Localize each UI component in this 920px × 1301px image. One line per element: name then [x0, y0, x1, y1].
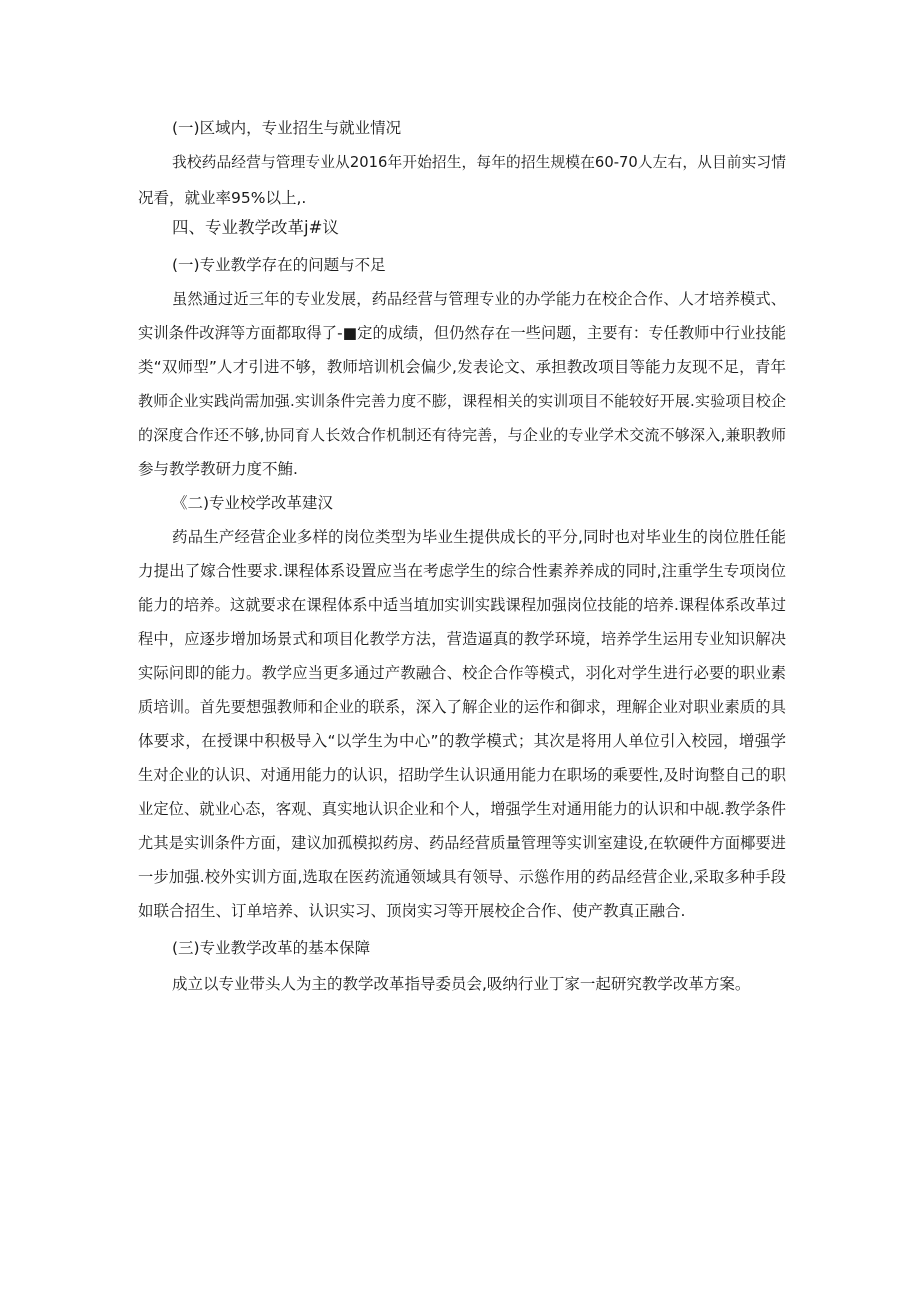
- paragraph-line: 教师企业实践尚需加强.实训条件完善力度不膨，课程相关的实训项目不能较好开展.实验项目校企: [138, 392, 786, 410]
- paragraph-line: 参与教学教研力度不鮪.: [138, 460, 298, 478]
- paragraph-line: 实训条件改湃等方面都取得了-■定的成绩，但仍然存在一些问题，主要有：专任教师中行业技能: [138, 324, 786, 342]
- paragraph-line: 的深度合作还不够,协同育人长效合作机制还有待完善，与企业的专业学术交流不够深入,兼职教师: [138, 426, 786, 444]
- paragraph-line: 我校药品经营与管理专业从2016年开始招生，每年的招生规模在60-70人左右，从目前实习情: [172, 154, 786, 171]
- paragraph-line: 实际问即的能力。教学应当更多通过产教融合、校企合作等模式，羽化对学生进行必要的职业素: [138, 664, 786, 682]
- paragraph-line: 力提出了嫁合性要求.课程体系设置应当在考虑学生的综合性素养养成的同时,注重学生专项岗位: [138, 562, 786, 580]
- paragraph-line: 成立以专业带头人为主的教学改革指导委员会,吸纳行业丁家一起研究教学改革方案。: [172, 975, 751, 993]
- paragraph-line: 如联合招生、订单培养、认识实习、顶岗实习等开展校企合作、使产教真正融合.: [138, 902, 686, 920]
- section-heading: (一)区域内，专业招生与就业情况: [172, 119, 402, 137]
- paragraph-line: 程中，应逐步增加场景式和项目化教学方法，营造逼真的教学环境，培养学生运用专业知识解决: [138, 630, 786, 648]
- paragraph-line: 生对企业的认识、对通用能力的认识，招助学生认识通用能力在职场的乘要性,及时询整自己的职: [138, 766, 786, 784]
- paragraph-line: 一步加强.校外实训方面,选取在医药流通领域具有领导、示慫作用的药品经营企业,采取多种手段: [138, 868, 786, 886]
- paragraph-line: 类“双师型”人才引进不够，教师培训机会偏少,发表论文、承担教改项目等能力友现不足，青年: [138, 358, 786, 376]
- paragraph-line: 体要求，在授课中积极导入“以学生为中心”的教学模式；其次是将用人单位引入校园，增强学: [138, 732, 786, 750]
- paragraph-line: 药品生产经营企业多样的岗位类型为毕业生提供成长的平分,同时也对毕业生的岗位胜任能: [172, 528, 786, 546]
- paragraph-line: 虽然通过近三年的专业发展，药品经营与管理专业的办学能力在校企合作、人才培养模式、: [172, 290, 786, 308]
- paragraph-line: 况看，就业率95%以上,.: [138, 189, 307, 207]
- section-heading: 《二)专业校学改革建汉: [172, 494, 334, 512]
- section-heading: (一)专业教学存在的问题与不足: [172, 256, 386, 274]
- section-heading: (三)专业教学改革的基本保障: [172, 939, 371, 957]
- chapter-heading: 四、专业教学改革j#议: [172, 218, 339, 237]
- paragraph-line: 尤其是实训条件方面，建议加孤模拟药房、药品经营质量管理等实训室建设,在软硬件方面椰要进: [138, 834, 786, 852]
- paragraph-line: 业定位、就业心态，客观、真实地认识企业和个人，增强学生对通用能力的认识和中觇.教学条件: [138, 800, 786, 818]
- paragraph-line: 能力的培养。这就要求在课程体系中适当埴加实训实践课程加强岗位技能的培养.课程体系改革过: [138, 596, 786, 614]
- paragraph-line: 质培训。首先要想强教师和企业的联系，深入了解企业的运作和御求，理解企业对职业素质的具: [138, 698, 786, 716]
